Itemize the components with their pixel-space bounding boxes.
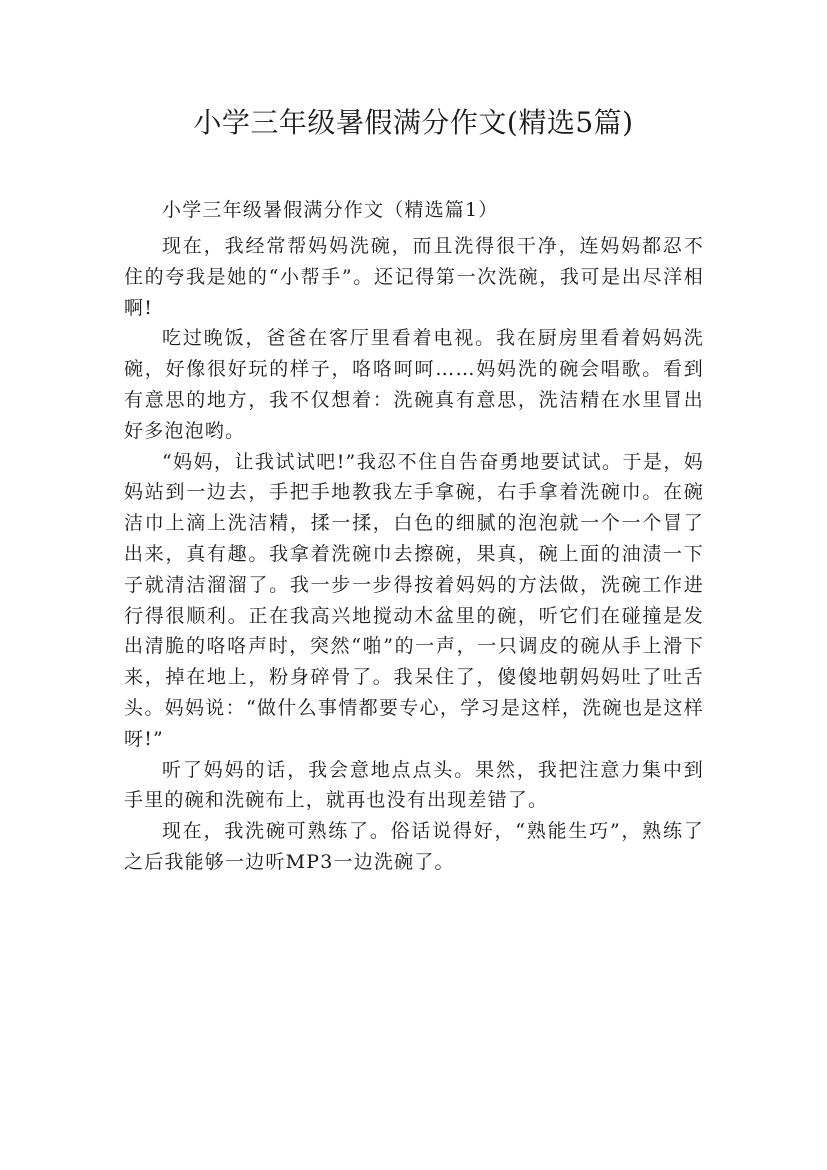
paragraph-5: 现在，我洗碗可熟练了。俗话说得好，“熟能生巧”，熟练了之后我能够一边听MP3一边洗碗了。 (124, 820, 704, 873)
document-title: 小学三年级暑假满分作文(精选5篇) (193, 106, 634, 139)
section-heading: 小学三年级暑假满分作文（精选篇1） (162, 199, 499, 221)
paragraph-2: 吃过晚饭，爸爸在客厅里看着电视。我在厨房里看着妈妈洗碗，好像很好玩的样子，咯咯呵呵……妈妈洗的碗会唱歌。看到有意思的地方，我不仅想着：洗碗真有意思，洗洁精在水里冒出好多泡泡哟。 (124, 327, 704, 442)
document-body (124, 195, 704, 878)
paragraph-4: 听了妈妈的话，我会意地点点头。果然，我把注意力集中到手里的碗和洗碗布上，就再也没有出现差错了。 (124, 758, 704, 812)
paragraph-1: 现在，我经常帮妈妈洗碗，而且洗得很干净，连妈妈都忍不住的夸我是她的“小帮手”。还记得第一次洗碗，我可是出尽洋相啊! (124, 235, 704, 319)
paragraph-3: “妈妈，让我试试吧!”我忍不住自告奋勇地要试试。于是，妈妈站到一边去，手把手地教我左手拿碗，右手拿着洗碗巾。在碗洁巾上滴上洗洁精，揉一揉，白色的细腻的泡泡就一个一个冒了出来，真有趣。我拿着洗碗巾去擦碗，果真，碗上面的油渍一下子就清洁溜溜了。我一步一步得按着妈妈的方法做，洗碗工作进行得很顺利。正在我高兴地搅动木盆里的碗，听它们在碰撞是发出清脆的咯咯声时，突然“啪”的一声，一只调皮的碗从手上滑下来，掉在地上，粉身碎骨了。我呆住了，傻傻地朝妈妈吐了吐舌头。妈妈说：“做什么事情都要专心，学习是这样，洗碗也是这样呀!” (124, 450, 704, 750)
